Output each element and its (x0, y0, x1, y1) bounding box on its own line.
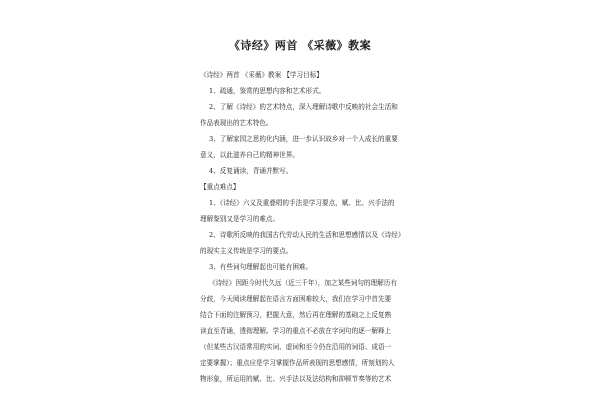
body-line-13: 3、有些词句理解起也可能有困难。 (209, 263, 313, 271)
section-heading-key-points: 【重点难点】 (200, 183, 240, 191)
body-line-19: 定要掌握）；重点应是学习掌握作品所表现的思想感情，所刻划的人 (200, 359, 395, 367)
body-line-2: 1、疏通，鉴赏的思想内容和艺术形式。 (209, 87, 326, 95)
body-line-12: 的现实主义传统是学习的要点。 (200, 247, 293, 255)
body-line-16: 结合下面的注解预习，把握大意，然后再在理解的基础之上反复熟 (200, 311, 392, 319)
page-title: 《诗经》两首 《采薇》教案 (228, 39, 372, 52)
body-line-1: 《诗经》两首 《采薇》教案 【学习目标】 (200, 71, 323, 79)
body-line-14: 《诗经》因距今时代久远（近三千年），加之某些词句的理解历有 (209, 279, 397, 287)
body-line-5: 3、了解家园之思的化内涵，进一步认识故乡对一个人成长的重要 (209, 135, 398, 143)
body-line-18: （但某些古汉语常用的实词、虚词和至今仍在沿用的词语、成语一 (200, 343, 392, 351)
body-line-17: 读直至背诵，透彻理解。学习的重点不必放在字词句的逐一解释上 (200, 327, 392, 335)
body-line-20: 物形象，所运用的赋、比、兴手法以及法结构和抑顿节奏等的艺术 (200, 375, 392, 383)
body-line-4: 作品表现出的艺术特色。 (200, 119, 273, 127)
body-line-7: 4、反复诵读，背诵并默写。 (209, 167, 293, 175)
body-line-15: 分歧，今天阅读理解起在语言方面困难较大，我们在学习中首先要 (200, 295, 392, 303)
body-line-6: 意义，以此滋养自己的精神世界。 (200, 151, 299, 159)
body-line-3: 2、了解《诗经》的艺术特点，深入理解诗歌中反映的社会生活和 (209, 103, 398, 111)
body-line-10: 理解鉴别又是学习的难点。 (200, 215, 280, 223)
body-line-11: 2、诗歌所反映的我国古代劳动人民的生活和思想感情以及《诗经》 (209, 231, 405, 239)
body-line-9: 1、《诗经》六义及重叠唱的手法是学习要点，赋、比、兴手法的 (209, 199, 395, 207)
